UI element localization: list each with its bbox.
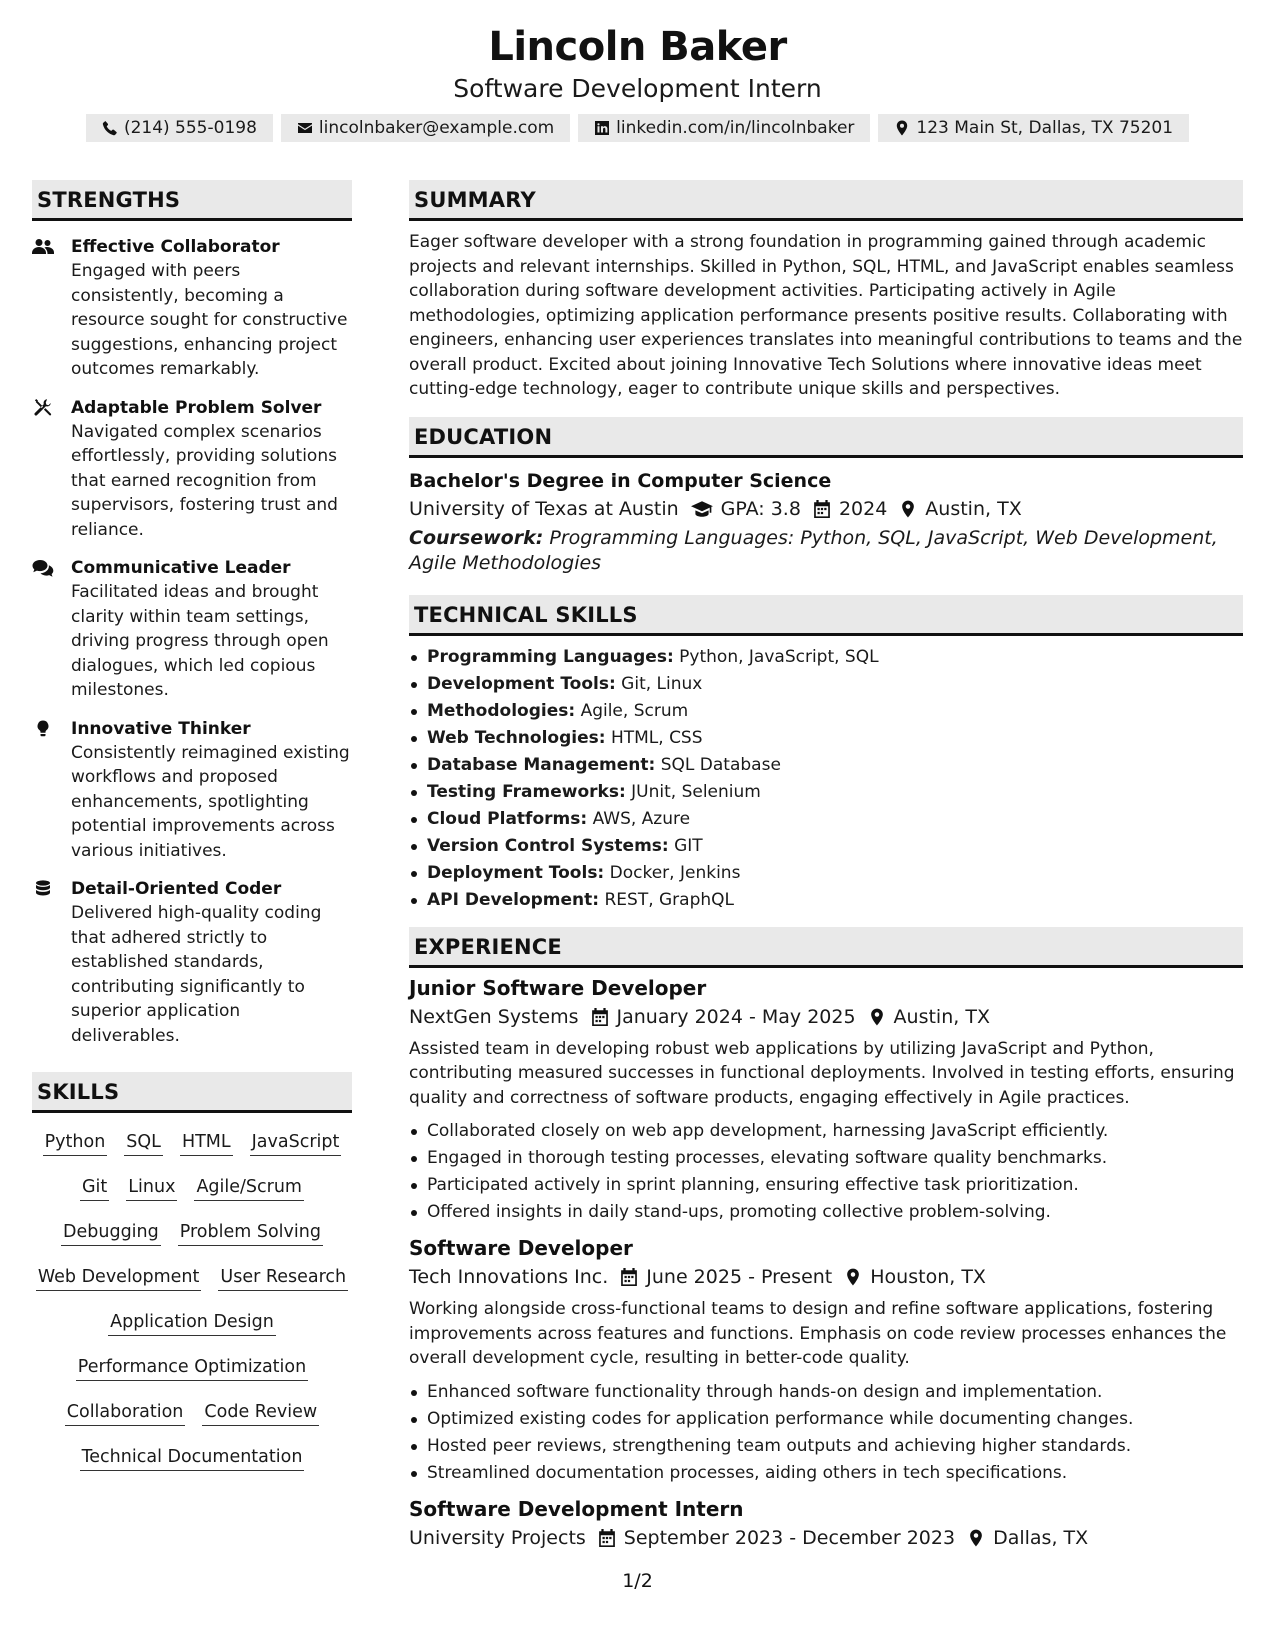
skill-row <box>32 1219 352 1264</box>
map-pin-icon <box>967 1529 985 1547</box>
strength-desc: Delivered high-quality coding that adhered strictly to established standards, contributing significantly to superior application deliverables. <box>71 903 322 1046</box>
skill-tag: Performance Optimization <box>76 1354 308 1381</box>
linkedin-text: linkedin.com/in/lincolnbaker <box>616 118 855 138</box>
tech-skill-label: Testing Frameworks: <box>427 781 626 802</box>
strength-desc: Consistently reimagined existing workflows and proposed enhancements, spotlighting potential improvements across various initiatives. <box>71 742 350 861</box>
skill-tag: Code Review <box>202 1399 319 1426</box>
job-entry <box>409 1234 1243 1487</box>
job-location: Austin, TX <box>893 1005 990 1028</box>
list-item: Enhanced software functionality through hands-on design and implementation. <box>409 1379 1243 1406</box>
list-item <box>409 671 1243 698</box>
tech-skill-value: AWS, Azure <box>592 808 691 829</box>
strength-item <box>32 235 352 382</box>
list-item: Engaged in thorough testing processes, elevating software quality benchmarks. <box>409 1145 1243 1172</box>
strength-item <box>32 717 352 864</box>
strength-desc: Engaged with peers consistently, becoming a resource sought for constructive suggestions, enhancing project outcomes remarkably. <box>71 261 348 379</box>
linkedin-icon <box>594 120 610 136</box>
company-name: NextGen Systems <box>409 1005 579 1028</box>
tech-skill-value: Docker, Jenkins <box>609 862 741 883</box>
tools-icon <box>32 399 54 417</box>
job-entry <box>409 974 1243 1227</box>
education-heading: EDUCATION <box>409 417 1243 458</box>
tech-skill-value: Agile, Scrum <box>580 700 689 721</box>
tech-skill-value: HTML, CSS <box>610 727 703 748</box>
skill-row <box>32 1129 352 1174</box>
map-pin-icon <box>844 1268 862 1286</box>
strength-item <box>32 556 352 703</box>
address-text: 123 Main St, Dallas, TX 75201 <box>916 118 1174 138</box>
map-pin-icon <box>868 1008 886 1026</box>
job-entry <box>409 1495 1243 1553</box>
skill-tag: SQL <box>124 1129 163 1156</box>
summary-heading: SUMMARY <box>409 180 1243 221</box>
job-title: Software Developer <box>409 1236 633 1260</box>
contact-email[interactable] <box>281 114 570 142</box>
strength-title: Effective Collaborator <box>71 237 280 257</box>
gpa: GPA: 3.8 <box>720 497 801 520</box>
contact-phone[interactable] <box>86 114 273 142</box>
company-name: University Projects <box>409 1526 586 1549</box>
job-bullets <box>409 1118 1243 1226</box>
job-title: Software Development Intern <box>409 1496 744 1521</box>
tech-skill-label: Development Tools: <box>427 673 616 694</box>
email-text: lincolnbaker@example.com <box>318 118 555 138</box>
list-item: Collaborated closely on web app development, harnessing JavaScript efficiently. <box>409 1118 1243 1145</box>
tech-skill-value: GIT <box>674 835 703 856</box>
skill-tag: Technical Documentation <box>80 1444 305 1471</box>
tech-skill-label: Version Control Systems: <box>427 835 669 856</box>
tech-skill-value: Python, JavaScript, SQL <box>679 646 879 667</box>
skill-row <box>32 1354 352 1399</box>
skill-row <box>32 1444 352 1489</box>
strength-desc: Facilitated ideas and brought clarity within team settings, driving progress through open dialogues, which led copious milestones. <box>71 582 329 700</box>
map-pin-icon <box>899 500 917 518</box>
skill-tag: Collaboration <box>65 1399 186 1426</box>
candidate-name: Lincoln Baker <box>488 24 787 70</box>
list-item <box>409 887 1243 914</box>
skill-row <box>32 1174 352 1219</box>
job-dates: September 2023 - December 2023 <box>623 1526 956 1549</box>
coursework <box>409 526 1243 576</box>
skill-tag: Application Design <box>108 1309 276 1336</box>
list-item <box>409 806 1243 833</box>
coursework-label: Coursework: <box>409 526 544 549</box>
list-item: Offered insights in daily stand-ups, promoting collective problem-solving. <box>409 1199 1243 1226</box>
school-name: University of Texas at Austin <box>409 497 679 520</box>
strength-desc: Navigated complex scenarios effortlessly, providing solutions that earned recognition from supervisors, fostering trust and reliance. <box>71 421 338 540</box>
company-name: Tech Innovations Inc. <box>409 1266 609 1288</box>
candidate-title: Software Development Intern <box>453 74 822 103</box>
graduation-cap-icon <box>691 500 713 518</box>
strength-title: Adaptable Problem Solver <box>71 397 322 418</box>
skill-tag: Git <box>80 1174 109 1201</box>
skill-row <box>32 1399 352 1444</box>
job-bullets <box>409 1379 1243 1487</box>
job-meta <box>409 1002 1243 1032</box>
list-item <box>409 752 1243 779</box>
list-item: Optimized existing codes for application performance while documenting changes. <box>409 1406 1243 1433</box>
left-column <box>32 180 352 1489</box>
users-icon <box>32 238 54 256</box>
skill-row <box>32 1309 352 1354</box>
list-item <box>409 644 1243 671</box>
experience-heading: EXPERIENCE <box>409 927 1243 968</box>
tech-skill-value: JUnit, Selenium <box>631 781 761 802</box>
phone-text: (214) 555-0198 <box>123 118 257 138</box>
skill-tag: Web Development <box>36 1264 202 1291</box>
skill-tag: Linux <box>126 1174 177 1201</box>
contact-linkedin[interactable] <box>578 114 870 142</box>
database-icon <box>32 880 54 898</box>
tech-skill-label: Methodologies: <box>427 700 576 721</box>
graduation-year: 2024 <box>838 497 888 520</box>
tech-skill-label: Deployment Tools: <box>427 862 605 883</box>
skill-tag: Python <box>43 1129 108 1156</box>
list-item: Streamlined documentation processes, aiding others in tech specifications. <box>409 1460 1243 1487</box>
lightbulb-icon <box>32 720 54 738</box>
education-meta <box>409 494 1243 524</box>
job-dates: June 2025 - Present <box>646 1266 833 1288</box>
calendar-icon <box>813 500 831 518</box>
tech-skill-label: Database Management: <box>427 754 656 775</box>
tech-skill-label: Web Technologies: <box>427 727 606 748</box>
list-item <box>409 698 1243 725</box>
right-column <box>409 180 1243 1553</box>
job-meta <box>409 1262 1243 1292</box>
coursework-text: Programming Languages: Python, SQL, JavaScript, Web Development, Agile Methodologies <box>409 526 1218 574</box>
technical-skills-heading: TECHNICAL SKILLS <box>409 595 1243 636</box>
tech-skill-label: API Development: <box>427 889 600 910</box>
job-dates: January 2024 - May 2025 <box>616 1005 856 1028</box>
skill-tag: User Research <box>218 1264 348 1291</box>
education-location: Austin, TX <box>925 497 1022 520</box>
job-location: Dallas, TX <box>993 1526 1089 1549</box>
strength-title: Innovative Thinker <box>71 718 251 739</box>
list-item <box>409 833 1243 860</box>
tech-skill-value: SQL Database <box>660 754 781 775</box>
skill-tag: Debugging <box>61 1219 161 1246</box>
calendar-icon <box>598 1529 616 1547</box>
job-location: Houston, TX <box>870 1266 986 1288</box>
contact-address <box>878 114 1189 142</box>
strength-item <box>32 396 352 543</box>
list-item <box>409 725 1243 752</box>
phone-icon <box>102 120 118 136</box>
strengths-heading: STRENGTHS <box>32 180 352 221</box>
envelope-icon <box>297 120 313 136</box>
strength-title: Detail-Oriented Coder <box>71 879 282 899</box>
tech-skill-label: Programming Languages: <box>427 646 674 667</box>
job-meta <box>409 1523 1243 1553</box>
job-description: Assisted team in developing robust web applications by utilizing JavaScript and Python, contributing measured successes in functional deployments. Involved in testing efforts, ensuring quality and correctness of software products, engaging effectively in Agile practices. <box>409 1038 1235 1108</box>
technical-skills-list <box>409 644 1243 914</box>
list-item: Hosted peer reviews, strengthening team outputs and achieving higher standards. <box>409 1433 1243 1460</box>
tech-skill-value: Git, Linux <box>621 673 703 694</box>
strength-item <box>32 877 352 1048</box>
skill-tag: Problem Solving <box>178 1219 323 1246</box>
skill-tag: HTML <box>180 1129 233 1156</box>
page-number: 1/2 <box>622 1570 653 1592</box>
comments-icon <box>32 559 54 577</box>
list-item <box>409 860 1243 887</box>
summary-text: Eager software developer with a strong foundation in programming gained through academic projects and relevant internships. Skilled in Python, SQL, HTML, and JavaScript enables seamless collaboration during software development activities. Participating actively in Agile methodologies, optimizing application performance presents positive results. Collaborating with engineers, enhancing user experiences translates into meaningful contributions to teams and the overall product. Excited about joining Innovative Tech Solutions where innovative ideas meet cutting-edge technology, eager to contribute unique skills and perspectives. <box>409 232 1243 399</box>
skill-tag: JavaScript <box>250 1129 342 1156</box>
tech-skill-label: Cloud Platforms: <box>427 808 588 829</box>
list-item: Participated actively in sprint planning, ensuring effective task prioritization. <box>409 1172 1243 1199</box>
tech-skill-value: REST, GraphQL <box>604 889 735 910</box>
job-title: Junior Software Developer <box>409 975 707 1000</box>
contact-bar <box>0 114 1275 142</box>
skill-tag: Agile/Scrum <box>194 1174 304 1201</box>
skill-row <box>32 1264 352 1309</box>
list-item <box>409 779 1243 806</box>
calendar-icon <box>591 1008 609 1026</box>
resume-header <box>0 0 1275 142</box>
strength-title: Communicative Leader <box>71 558 291 578</box>
job-description: Working alongside cross-functional teams to design and refine software applications, fostering improvements across features and functions. Emphasis on code review processes enhances the overall development cycle, resulting in better-code quality. <box>409 1299 1227 1368</box>
map-pin-icon <box>894 120 910 136</box>
skills-heading: SKILLS <box>32 1072 352 1113</box>
calendar-icon <box>620 1268 638 1286</box>
skills-list <box>32 1129 352 1489</box>
degree-title: Bachelor's Degree in Computer Science <box>409 469 832 492</box>
